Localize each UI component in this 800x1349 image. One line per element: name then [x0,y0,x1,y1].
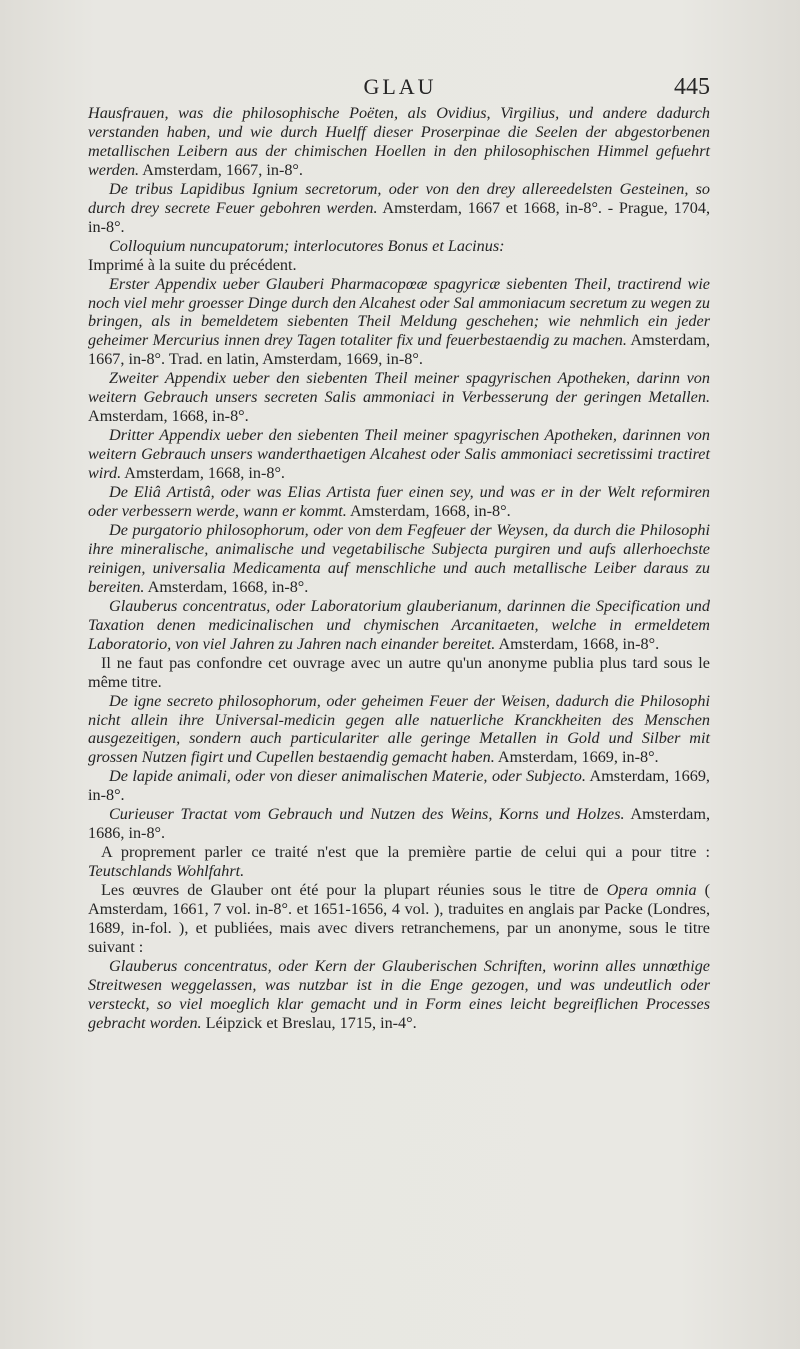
bibliography-entry [88,692,710,768]
bibliography-entry [88,521,710,597]
entry-imprint: Amsterdam, 1668, in-8°. [121,464,285,483]
entry-title: De lapide animali, oder von dieser animalischen Materie, oder Subjecto. [109,767,586,786]
entry-title: De Eliâ Artistâ, oder was Elias Artista fuer einen sey, und was er in der Welt reformiren oder verbessern werde, wann er kommt. [88,483,710,521]
entry-title: Zweiter Appendix ueber den siebenten Theil meiner spagyrischen Apotheken, darinn von weitern Gebrauch unsers secreten Salis ammoniaci in Verbesserung der geringen Metallen. [88,369,710,407]
note-text-continued: ( Amsterdam, 1661, 7 vol. in-8°. et 1651-1656, 4 vol. ), traduites en anglais par Packe (Londres, 1689, in-fol. ), et publiées, mais avec divers retranchemens, par un anonyme, sous le titre suivant : [88,881,710,956]
entry-imprint: Amsterdam, 1669, in-8°. [494,748,659,767]
entry-title: Hausfrauen, was die philosophische Poëten, als Ovidius, Virgilius, und andere dadurch verstanden haben, und wie durch Huelff dieser Proserpinae die Seelen der abgestorbenen metallischen Leibern aus der chimischen Hoellen in den philosophischen Himmel gefuehrt werden. [88,104,710,179]
entry-title: Erster Appendix ueber Glauberi Pharmacopœæ spagyricæ siebenten Theil, tractirend wie noch viel mehr groesser Dinge durch den Alcahest oder Sal ammoniacum secretum zu wegen zu bringen, als in bemeldetem siebenten Theil Meldung geschehen; wie nehmlich ein jeder geheimer Mercurius innen drey Tagen totaliter fix und feuerbestaendig zu machen. [88,274,710,350]
bibliography-note [88,256,710,275]
bibliography-entry [88,957,710,1033]
bibliography-entry [88,805,710,843]
note-italic-title: Teutschlands Wohlfahrt. [88,862,245,881]
note-italic-title: Opera omnia [606,881,697,900]
entry-imprint: Amsterdam, 1669, in-8°. [88,767,710,805]
entry-imprint: Amsterdam, 1668, in-8°. [346,502,511,521]
entry-title: De tribus Lapidibus Ignium secretorum, oder von den drey allereedelsten Gesteinen, so durch drey secrete Feuer gebohren werden. [88,179,710,217]
entry-title: De igne secreto philosophorum, oder geheimen Feuer der Weisen, dadurch die Philosophi nicht allein ihre Universal-medicin gegen alle natuerliche Kranckheiten des Menschen ausgezeitigen, sondern auch particulariter alle geringe Metallen in Gold und Silber mit grossen Nutzen figirt und Cupellen bestaendig gemacht haben. [88,691,710,767]
note-text: A proprement parler ce traité n'est que la première partie de celui qui a pour titre : [101,843,710,862]
entry-imprint: Amsterdam, 1667 et 1668, in-8°. - Prague, 1704, in-8°. [88,198,710,236]
entry-imprint: Amsterdam, 1668, in-8°. [495,634,660,653]
entry-title: Glauberus concentratus, oder Kern der Glauberischen Schriften, worinn alles unnœthige Streitwesen weggelassen, was nutzbar ist in die Enge gezogen, und was undeutlich oder versteckt, so viel moeglich klar gemacht und in Form eines leicht begreiflichen Processes gebracht worden. [88,956,710,1032]
bibliography-entry [88,275,710,370]
entry-imprint: Amsterdam, 1668, in-8°. [144,577,309,596]
bibliography-entry [88,180,710,237]
entry-title: De purgatorio philosophorum, oder von dem Fegfeuer der Weysen, da durch die Philosophi ihre mineralische, animalische und vegetabilische Subjecta purgiren und aufs allerhoechste reinigen, universalia Medicamenta auf menschliche und auch metallische Leiber daraus zu bereiten. [88,520,710,596]
bibliography-entry [88,767,710,805]
page-header [0,74,800,102]
note-text: Imprimé à la suite du précédent. [88,255,297,274]
entry-imprint: Amsterdam, 1668, in-8°. [88,407,249,426]
note-text: Il ne faut pas confondre cet ouvrage avec un autre qu'un anonyme publia plus tard sous le même titre. [88,653,710,691]
entry-imprint: Amsterdam, 1667, in-8°. [139,160,303,179]
bibliography-entry [88,483,710,521]
entry-imprint: Amsterdam, 1667, in-8°. Trad. en latin, Amsterdam, 1669, in-8°. [88,331,710,369]
entry-title: Dritter Appendix ueber den siebenten Theil meiner spagyrischen Apotheken, darinnen von weitern Gebrauch unsers wanderthaetigen Alcahest oder Salis ammoniaci secretissimi tractiret wird. [88,426,710,483]
bibliography-note [88,654,710,692]
note-text: Les œuvres de Glauber ont été pour la plupart réunies sous le titre de [101,881,607,900]
entry-imprint: Amsterdam, 1686, in-8°. [88,805,710,843]
entry-title: Curieuser Tractat vom Gebrauch und Nutzen des Weins, Korns und Holzes. [109,805,625,824]
bibliography-note [88,881,710,957]
entry-title: Glauberus concentratus, oder Laboratorium glauberianum, darinnen die Specification und Taxation denen medicinalischen und chymischen Arcanitaeten, welche in ermeldetem Laboratorio, von viel Jahren zu Jahren nach einander bereitet. [88,596,710,653]
entry-title: Colloquium nuncupatorum; interlocutores Bonus et Lacinus: [109,236,505,255]
page-number: 445 [674,74,710,100]
bibliography-note [88,843,710,881]
entry-imprint: Léipzick et Breslau, 1715, in-4°. [201,1013,417,1032]
bibliography-entry [88,104,710,180]
bibliography-entry [88,426,710,483]
running-head: GLAU [363,74,437,99]
bibliography-entry [88,237,710,256]
bibliography-entry [88,597,710,654]
bibliography-entry [88,369,710,426]
bibliography-text [88,104,710,1033]
